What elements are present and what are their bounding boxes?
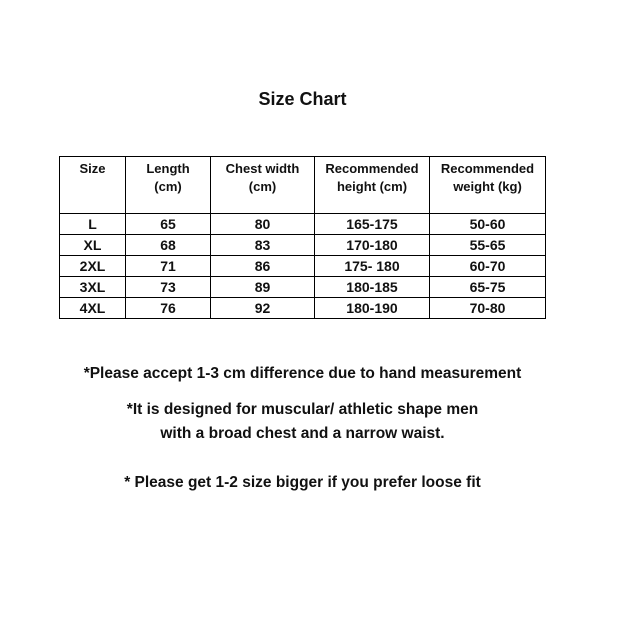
cell-chest-width: 92 (211, 298, 315, 319)
fit-design-note-line-1: *It is designed for muscular/ athletic shape men (126, 401, 479, 418)
cell-chest-width: 89 (211, 277, 315, 298)
header-length (126, 157, 211, 214)
cell-weight: 50-60 (430, 214, 546, 235)
table-header-row (60, 157, 546, 214)
cell-length: 65 (126, 214, 211, 235)
header-length-label: Length (146, 161, 190, 176)
cell-length: 71 (126, 256, 211, 277)
cell-size: 2XL (60, 256, 126, 277)
fit-design-note-line-2: with a broad chest and a narrow waist. (160, 425, 445, 442)
header-recommended-height-unit: height (cm) (336, 179, 408, 194)
header-recommended-weight-label: Recommended (440, 161, 535, 176)
cell-length: 73 (126, 277, 211, 298)
cell-weight: 60-70 (430, 256, 546, 277)
cell-height: 175- 180 (315, 256, 430, 277)
header-recommended-height (315, 157, 430, 214)
table-row (60, 298, 546, 319)
loose-fit-note: * Please get 1-2 size bigger if you prefer loose fit (124, 474, 481, 491)
table-row (60, 214, 546, 235)
cell-length: 76 (126, 298, 211, 319)
table-row (60, 256, 546, 277)
cell-weight: 65-75 (430, 277, 546, 298)
measurement-note: *Please accept 1-3 cm difference due to hand measurement (83, 365, 522, 382)
header-size (60, 157, 126, 214)
header-length-unit: (cm) (154, 179, 182, 194)
header-recommended-weight-unit: weight (kg) (453, 179, 522, 194)
cell-height: 180-190 (315, 298, 430, 319)
cell-length: 68 (126, 235, 211, 256)
fit-design-note (0, 398, 605, 446)
header-chest-width-unit: (cm) (248, 179, 277, 194)
header-size-label: Size (79, 161, 106, 176)
header-recommended-height-label: Recommended (325, 161, 419, 176)
header-chest-width-label: Chest width (225, 161, 300, 176)
cell-height: 180-185 (315, 277, 430, 298)
table-row (60, 235, 546, 256)
cell-size: 3XL (60, 277, 126, 298)
size-chart-table (59, 156, 546, 319)
cell-chest-width: 83 (211, 235, 315, 256)
cell-size: XL (60, 235, 126, 256)
cell-height: 170-180 (315, 235, 430, 256)
header-recommended-weight (430, 157, 546, 214)
cell-chest-width: 86 (211, 256, 315, 277)
cell-weight: 70-80 (430, 298, 546, 319)
cell-weight: 55-65 (430, 235, 546, 256)
cell-height: 165-175 (315, 214, 430, 235)
table-row (60, 277, 546, 298)
cell-size: L (60, 214, 126, 235)
header-chest-width (211, 157, 315, 214)
cell-size: 4XL (60, 298, 126, 319)
page-title: Size Chart (258, 89, 347, 109)
cell-chest-width: 80 (211, 214, 315, 235)
